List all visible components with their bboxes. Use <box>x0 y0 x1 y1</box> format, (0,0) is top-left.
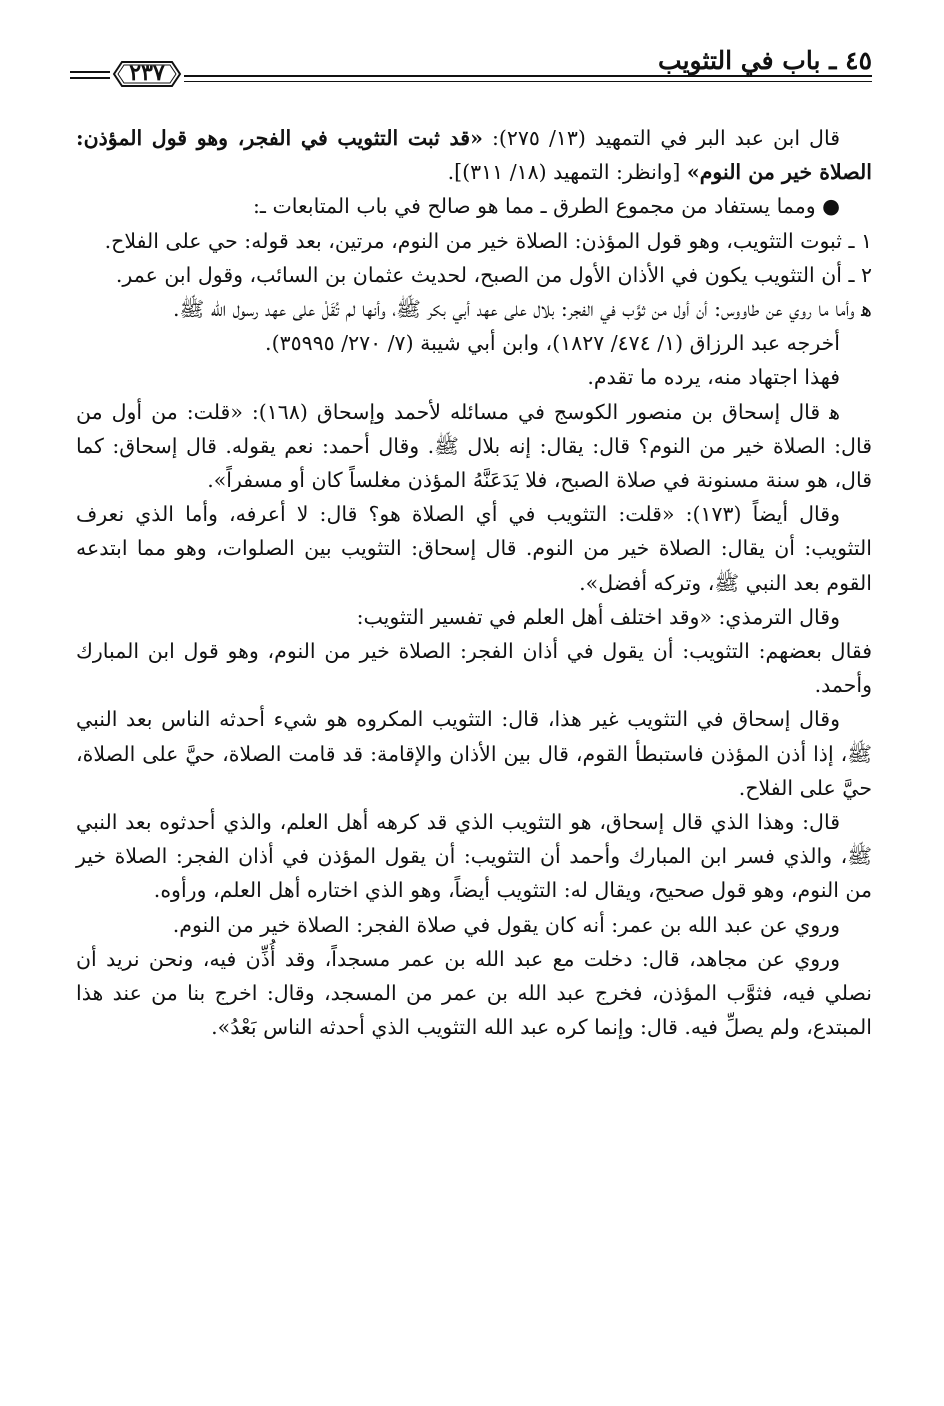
page-number: ٢٣٧ <box>129 60 165 86</box>
text-run: ١ ـ ثبوت التثويب، وهو قول المؤذن: الصلاة خير من النوم، مرتين، بعد قوله: حي على الفلاح. <box>104 228 872 253</box>
paragraph <box>76 600 872 634</box>
text-run: وروي عن عبد الله بن عمر: أنه كان يقول في صلاة الفجر: الصلاة خير من النوم. <box>172 912 840 937</box>
paragraph <box>76 634 872 702</box>
header-rule <box>70 77 110 79</box>
text-run: ٢ ـ أن التثويب يكون في الأذان الأول من الصبح، لحديث عثمان بن السائب، وقول ابن عمر. <box>115 262 872 287</box>
paragraph <box>76 908 872 942</box>
paragraph <box>76 805 872 908</box>
header-rule <box>70 71 110 73</box>
text-run: وروي عن مجاهد، قال: دخلت مع عبد الله بن عمر مسجداً، وقد أُذِّن فيه، ونحن نريد أن نصلي فيه، فثوَّب المؤذن، فخرج عبد الله بن عمر من المسجد، وقال: اخرج بنا من عند هذا المبتدع، ولم يصلِّ فيه. قال: وإنما كره عبد الله التثويب الذي أحدثه الناس بَعْدُ». <box>76 946 872 1040</box>
text-run: ● ومما يستفاد من مجموع الطرق ـ مما هو صالح في باب المتابعات ـ: <box>253 194 840 219</box>
header-rule <box>184 75 872 77</box>
numbered-point <box>76 224 872 258</box>
citation <box>76 326 872 360</box>
paragraph <box>76 121 872 189</box>
quote-bold: «قد ثبت التثويب في الفجر، وهو قول المؤذن: الصلاة خير من النوم» <box>76 126 872 185</box>
paragraph <box>76 292 872 326</box>
numbered-point <box>76 258 872 292</box>
paragraph <box>76 942 872 1045</box>
text-run: ﻫ قال إسحاق بن منصور الكوسج في مسائله لأحمد وإسحاق (١٦٨): «قلت: من أول من قال: الصلاة خير من النوم؟ قال: يقال: إنه بلال ﷺ. وقال أحمد: نعم يقوله. قال إسحاق: كما قال، هو سنة مسنونة في صلاة الصبح، فلا يَدَعَنَّهُ المؤذن مغلساً كان أو مسفراً». <box>76 399 872 493</box>
text-run: قال: وهذا الذي قال إسحاق، هو التثويب الذي قد كرهه أهل العلم، والذي أحدثوه بعد النبي ﷺ، والذي فسر ابن المبارك وأحمد أن التثويب: أن يقول المؤذن في أذان الفجر: الصلاة خير من النوم، وهو قول صحيح، ويقال له: التثويب أيضاً، وهو الذي اختاره أهل العلم، ورأوه. <box>76 810 872 903</box>
page-number-frame <box>110 56 184 92</box>
paragraph <box>76 360 872 394</box>
paragraph <box>76 497 872 600</box>
text-run: وقال أيضاً (١٧٣): «قلت: التثويب في أي الصلاة هو؟ قال: لا أعرفه، وأما الذي نعرف التثويب: أن يقال: الصلاة خير من النوم. قال إسحاق: التثويب بين الصلوات، وهو مما ابتدعه القوم بعد النبي ﷺ، وتركه أفضل». <box>76 502 872 595</box>
text-run: أخرجه عبد الرزاق (١/ ٤٧٤/ ١٨٢٧)، وابن أبي شيبة (٧/ ٢٧٠/ ٣٥٩٩٥). <box>265 331 840 356</box>
text-run: فقال بعضهم: التثويب: أن يقول في أذان الفجر: الصلاة خير من النوم، وهو قول ابن المبارك وأحمد. <box>76 639 872 698</box>
text-run: قال ابن عبد البر في التمهيد (١٣/ ٢٧٥): <box>482 126 840 150</box>
text-run: وقال الترمذي: «وقد اختلف أهل العلم في تفسير التثويب: <box>356 604 840 629</box>
chapter-title: ٤٥ ـ باب في التثويب <box>658 46 872 75</box>
text-run: ﻫ وأما ما روي عن طاووس: أن أول من ثوَّب في الفجر: بلال على عهد أبي بكر ﷺ، وأنها لم تُقَلْ على عهد رسول الله ﷺ. <box>172 297 872 322</box>
text-run: [وانظر: التمهيد (١٨/ ٣١١)]. <box>447 160 687 185</box>
text-run: فهذا اجتهاد منه، يرده ما تقدم. <box>587 365 840 390</box>
text-run: وقال إسحاق في التثويب غير هذا، قال: التثويب المكروه هو شيء أحدثه الناس بعد النبي ﷺ، إذا أذن المؤذن فاستبطأ القوم، قال بين الأذان والإقامة: قد قامت الصلاة، حيَّ على الصلاة، حيَّ على الفلاح. <box>76 707 872 800</box>
header-rule <box>184 81 872 82</box>
page-header <box>70 44 872 92</box>
paragraph <box>76 189 872 223</box>
paragraph <box>76 702 872 805</box>
page-body <box>76 121 872 1044</box>
paragraph <box>76 395 872 498</box>
